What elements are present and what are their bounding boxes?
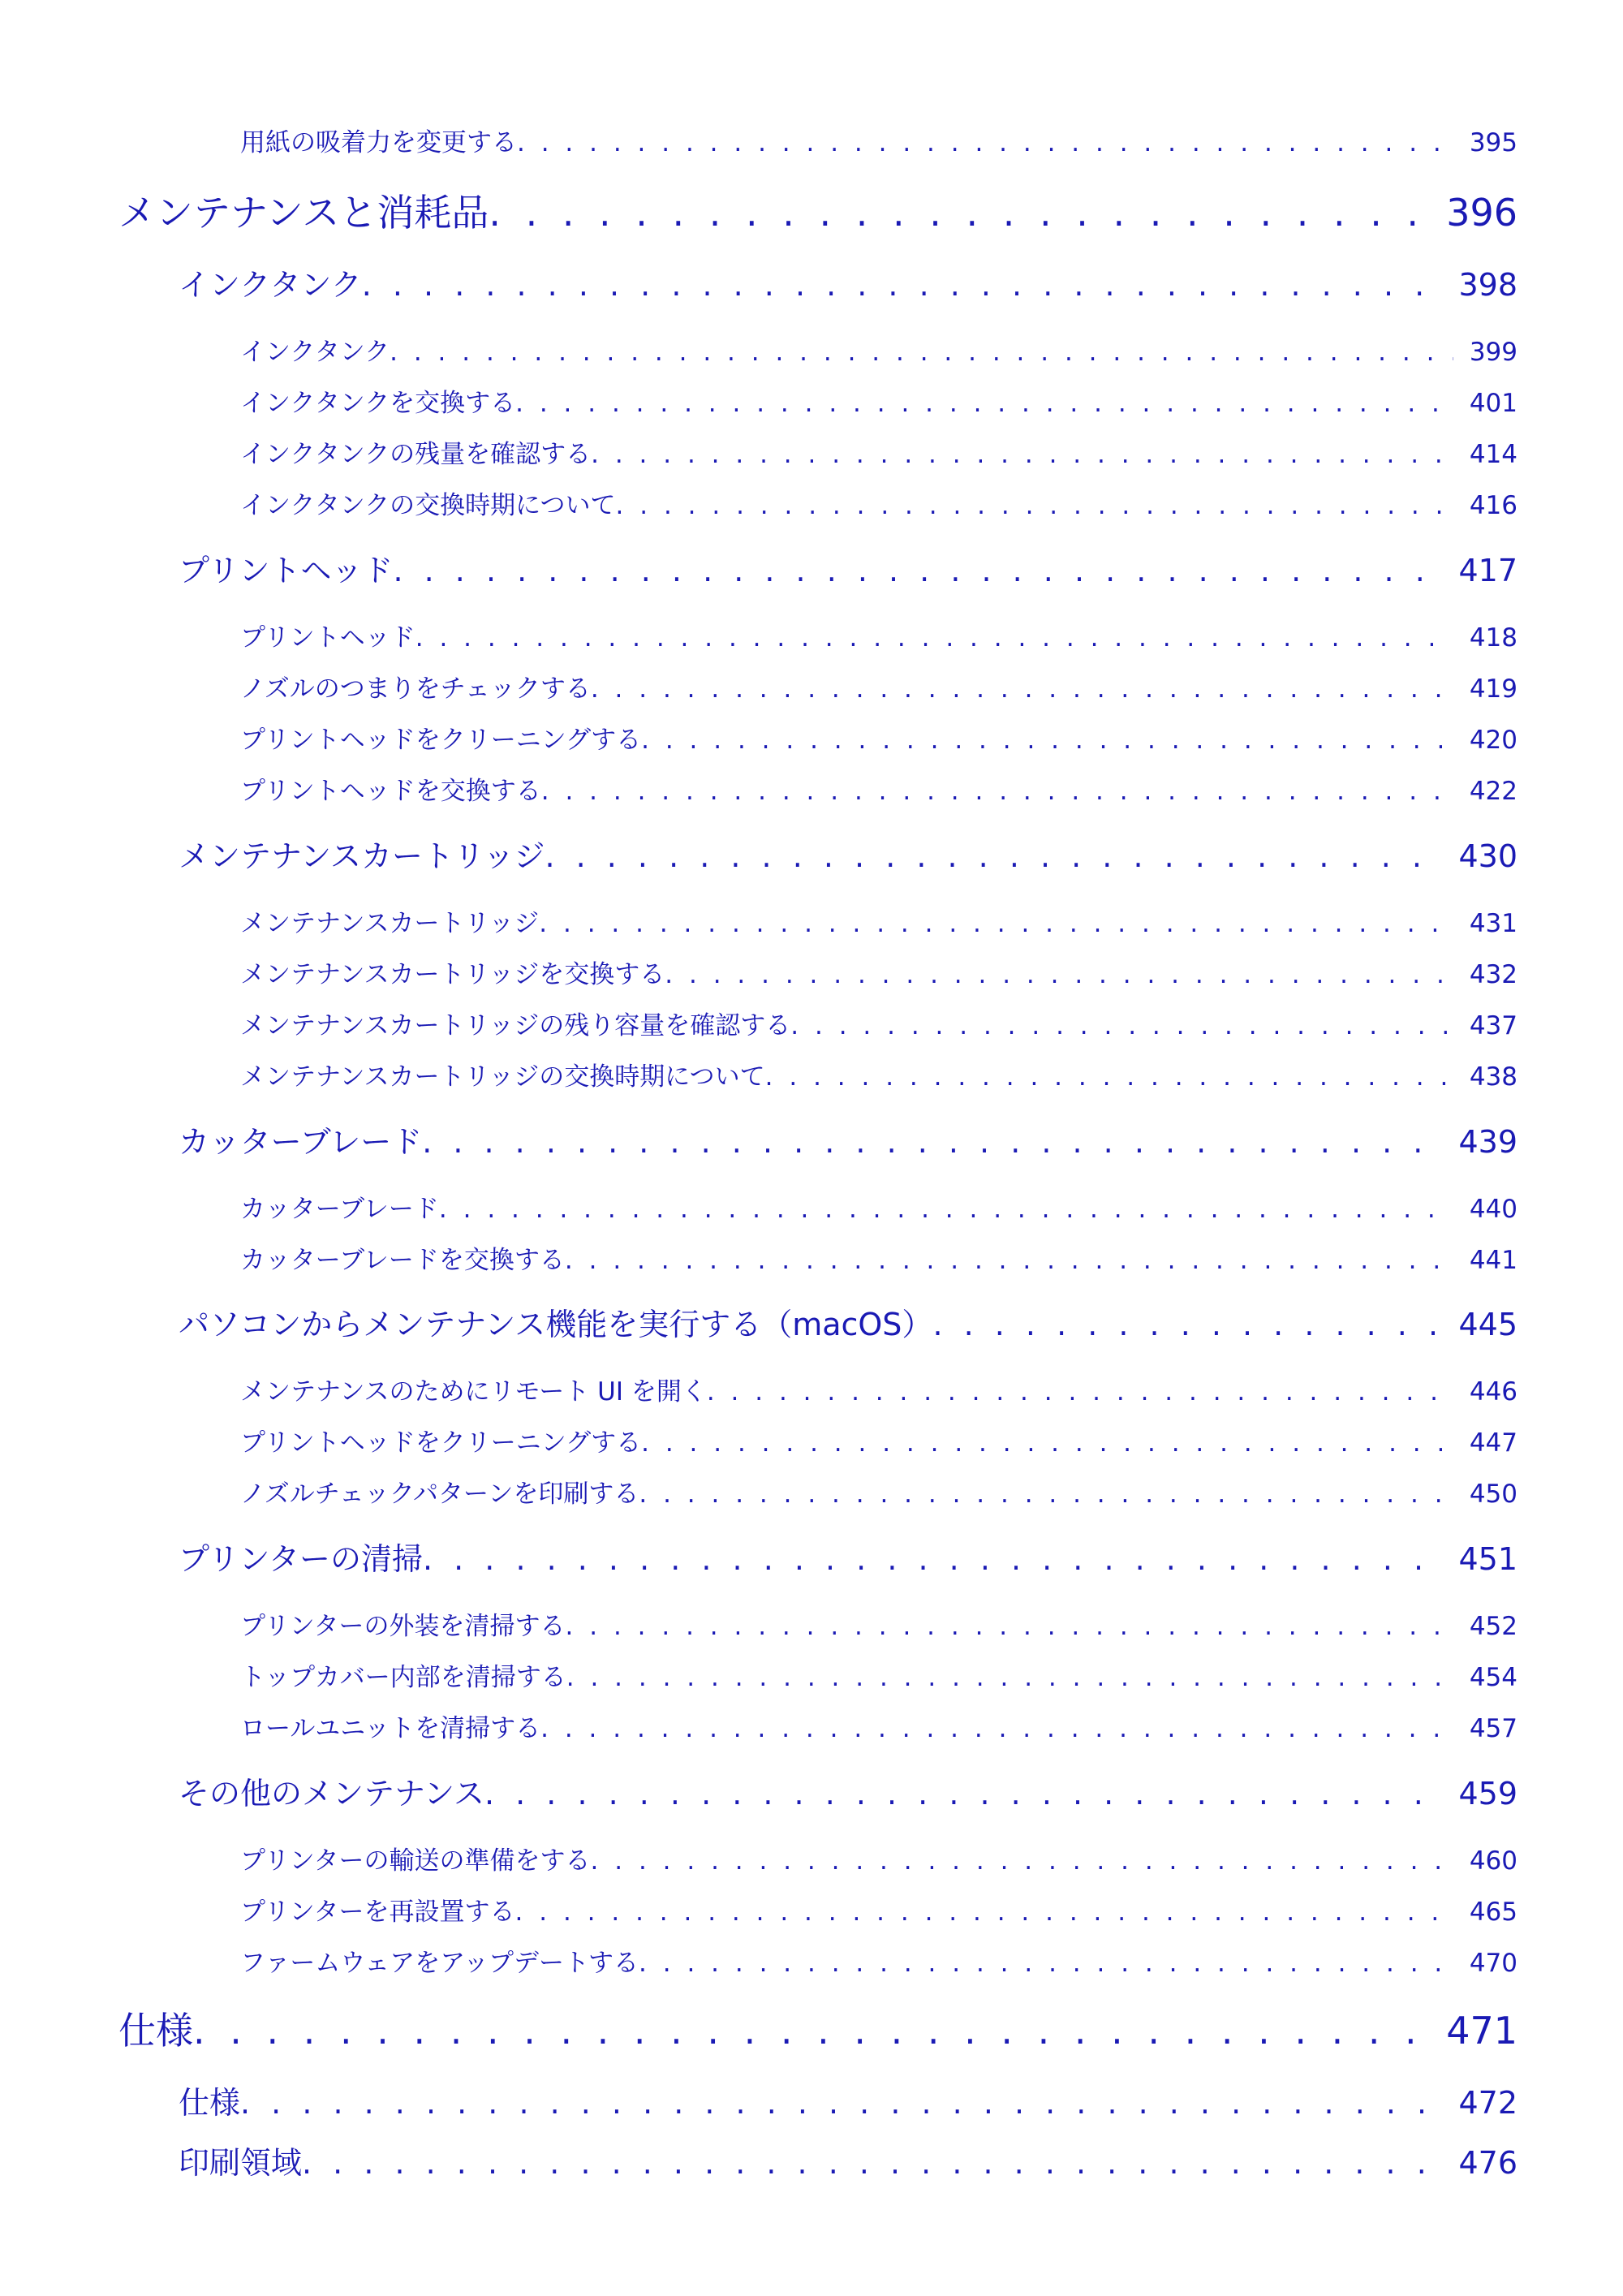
dot-leader	[616, 491, 1453, 520]
dot-leader	[639, 1949, 1453, 1978]
toc-entry-title[interactable]: プリンターの輸送の準備をする	[240, 1846, 591, 1876]
toc-entry-title[interactable]: メンテナンスカートリッジを交換する	[240, 960, 665, 989]
toc-entry[interactable]	[0, 331, 1623, 367]
toc-entry[interactable]	[0, 831, 1623, 872]
dot-leader	[591, 674, 1453, 704]
toc-entry-title[interactable]: メンテナンスカートリッジの交換時期について	[240, 1062, 765, 1092]
toc-entry[interactable]	[0, 2001, 1623, 2053]
toc-entry-page[interactable]: 414	[1469, 440, 1518, 469]
toc-entry-title[interactable]: インクタンクを交換する	[240, 389, 516, 418]
dot-leader	[790, 1011, 1453, 1040]
toc-entry-title[interactable]: メンテナンスと消耗品	[118, 191, 489, 235]
toc-entry[interactable]	[0, 1056, 1623, 1092]
toc-entry[interactable]	[0, 2078, 1623, 2121]
dot-leader	[639, 1480, 1453, 1509]
toc-entry-title[interactable]: インクタンク	[179, 267, 362, 303]
toc-entry[interactable]	[0, 1708, 1623, 1743]
toc-entry-page[interactable]: 399	[1469, 338, 1518, 367]
toc-entry-title[interactable]: その他のメンテナンス	[179, 1776, 484, 1811]
toc-entry-page[interactable]: 445	[1458, 1307, 1518, 1342]
dot-leader	[362, 267, 1443, 303]
toc-entry[interactable]	[0, 770, 1623, 806]
toc-entry-page[interactable]: 465	[1469, 1898, 1518, 1927]
toc-entry[interactable]	[0, 1005, 1623, 1040]
toc-entry[interactable]	[0, 260, 1623, 303]
toc-entry-title[interactable]: 印刷領域	[179, 2145, 303, 2181]
toc-entry-title[interactable]: インクタンクの交換時期について	[240, 491, 616, 520]
toc-entry-title[interactable]: メンテナンスカートリッジの残り容量を確認する	[240, 1011, 791, 1040]
toc-entry-title[interactable]: ファームウェアをアップデートする	[240, 1949, 639, 1978]
toc-entry-page[interactable]: 450	[1469, 1480, 1518, 1509]
toc-entry-page[interactable]: 451	[1458, 1541, 1518, 1577]
toc-entry[interactable]	[0, 902, 1623, 938]
toc-entry-page[interactable]: 446	[1469, 1377, 1518, 1406]
toc-entry[interactable]	[0, 433, 1623, 469]
toc-entry[interactable]	[0, 1656, 1623, 1692]
toc-entry[interactable]	[0, 1768, 1623, 1809]
dot-leader	[517, 128, 1453, 157]
toc-entry-title[interactable]: 仕様	[118, 2009, 193, 2053]
toc-entry-title[interactable]: 仕様	[179, 2085, 241, 2121]
toc-entry-title[interactable]: プリントヘッドを交換する	[240, 777, 541, 806]
toc-entry-title[interactable]: インクタンクの残量を確認する	[240, 440, 592, 469]
toc-entry[interactable]	[0, 1239, 1623, 1275]
toc-entry[interactable]	[0, 485, 1623, 520]
toc-entry-page[interactable]: 460	[1469, 1846, 1518, 1876]
toc-entry-title[interactable]: メンテナンスカートリッジ	[240, 909, 540, 938]
toc-entry-title[interactable]: ロールユニットを清掃する	[240, 1714, 541, 1743]
toc-entry-page[interactable]: 459	[1458, 1776, 1518, 1811]
toc-entry-title[interactable]: パソコンからメンテナンス機能を実行する（macOS）	[179, 1307, 933, 1342]
dot-leader	[539, 909, 1453, 938]
toc-entry[interactable]	[0, 1117, 1623, 1160]
toc-entry-title[interactable]: プリントヘッドをクリーニングする	[240, 726, 642, 755]
toc-entry-title[interactable]: ノズルチェックパターンを印刷する	[240, 1480, 639, 1509]
dot-leader	[665, 960, 1453, 989]
toc-entry[interactable]	[0, 183, 1623, 235]
toc-entry-title[interactable]: プリントヘッドをクリーニングする	[240, 1428, 642, 1458]
toc-entry-page[interactable]: 457	[1469, 1714, 1518, 1743]
toc-entry-title[interactable]: 用紙の吸着力を変更する	[240, 128, 517, 157]
dot-leader	[565, 1246, 1453, 1275]
toc-entry[interactable]	[0, 1840, 1623, 1876]
toc-entry-page[interactable]: 422	[1469, 777, 1518, 806]
dot-leader	[515, 389, 1453, 418]
dot-leader	[541, 777, 1453, 806]
toc-entry-title[interactable]: メンテナンスカートリッジ	[179, 838, 545, 874]
dot-leader	[193, 2009, 1430, 2053]
toc-entry-title[interactable]: カッターブレード	[179, 1124, 423, 1160]
toc-entry-page[interactable]: 419	[1469, 674, 1518, 704]
dot-leader	[707, 1377, 1453, 1406]
toc-entry[interactable]	[0, 1422, 1623, 1458]
toc-entry-page[interactable]: 452	[1469, 1612, 1518, 1641]
toc-entry[interactable]	[0, 668, 1623, 704]
toc-entry-page[interactable]: 454	[1469, 1663, 1518, 1692]
toc-entry-page[interactable]: 395	[1469, 128, 1518, 157]
toc-entry-title[interactable]: プリンターの外装を清掃する	[240, 1612, 566, 1641]
toc-entry-page[interactable]: 440	[1469, 1195, 1518, 1224]
toc-entry-page[interactable]: 396	[1446, 191, 1518, 235]
dot-leader	[302, 2145, 1442, 2181]
toc-entry-page[interactable]: 420	[1469, 726, 1518, 755]
dot-leader	[240, 2085, 1442, 2121]
toc-entry-title[interactable]: プリントヘッド	[179, 553, 394, 588]
dot-leader	[591, 440, 1453, 469]
toc-entry-page[interactable]: 432	[1469, 960, 1518, 989]
toc-entry-title[interactable]: メンテナンスのためにリモート UI を開く	[240, 1377, 707, 1406]
toc-entry-title[interactable]: プリンターの清掃	[179, 1541, 423, 1577]
dot-leader	[515, 1898, 1453, 1927]
toc-entry[interactable]	[0, 1942, 1623, 1978]
toc-entry-page[interactable]: 417	[1458, 553, 1518, 588]
toc-entry-page[interactable]: 439	[1458, 1124, 1518, 1160]
toc-entry-page[interactable]: 476	[1458, 2145, 1518, 2181]
toc-entry-page[interactable]: 471	[1446, 2009, 1518, 2053]
dot-leader	[566, 1612, 1453, 1641]
toc-entry-title[interactable]: トップカバー内部を清掃する	[240, 1663, 566, 1692]
dot-leader	[439, 1195, 1453, 1224]
toc-entry-page[interactable]: 470	[1469, 1949, 1518, 1978]
toc-entry[interactable]	[0, 2138, 1623, 2181]
toc-entry-title[interactable]: プリントヘッド	[240, 623, 415, 653]
dot-leader	[415, 623, 1453, 653]
toc-entry[interactable]	[0, 719, 1623, 755]
dot-leader	[422, 1124, 1442, 1160]
toc-entry[interactable]	[0, 617, 1623, 653]
toc-entry-page[interactable]: 418	[1469, 623, 1518, 653]
toc-entry[interactable]	[0, 1891, 1623, 1927]
dot-leader	[484, 1776, 1443, 1811]
dot-leader	[545, 838, 1442, 874]
toc-entry-title[interactable]: インクタンク	[240, 338, 390, 367]
toc-entry[interactable]	[0, 954, 1623, 989]
toc-entry-page[interactable]: 438	[1469, 1062, 1518, 1092]
dot-leader	[765, 1062, 1453, 1092]
toc-entry-page[interactable]: 416	[1469, 491, 1518, 520]
toc-entry[interactable]	[0, 1534, 1623, 1577]
toc-entry[interactable]	[0, 1371, 1623, 1406]
toc-entry[interactable]	[0, 1299, 1623, 1340]
dot-leader	[540, 1714, 1453, 1743]
toc-entry-page[interactable]: 431	[1469, 909, 1518, 938]
toc-entry[interactable]	[0, 1473, 1623, 1509]
toc-entry-page[interactable]: 441	[1469, 1246, 1518, 1275]
toc-entry[interactable]	[0, 122, 1623, 157]
toc-entry[interactable]	[0, 1605, 1623, 1641]
toc-entry-page[interactable]: 430	[1458, 838, 1518, 874]
dot-leader	[390, 338, 1453, 367]
toc-entry-page[interactable]: 401	[1469, 389, 1518, 418]
toc-entry-title[interactable]: カッターブレードを交換する	[240, 1246, 565, 1275]
toc-entry-title[interactable]: ノズルのつまりをチェックする	[240, 674, 591, 704]
toc-entry[interactable]	[0, 1188, 1623, 1224]
toc-entry-title[interactable]: カッターブレード	[240, 1195, 439, 1224]
dot-leader	[591, 1846, 1453, 1876]
toc-entry[interactable]	[0, 545, 1623, 586]
dot-leader	[566, 1663, 1453, 1692]
dot-leader	[932, 1307, 1442, 1342]
toc-entry-page[interactable]: 447	[1469, 1428, 1518, 1458]
dot-leader	[423, 1541, 1443, 1577]
toc-entry-page[interactable]: 398	[1458, 267, 1518, 303]
toc-entry[interactable]	[0, 382, 1623, 418]
dot-leader	[489, 191, 1430, 235]
toc-entry-page[interactable]: 472	[1458, 2085, 1518, 2121]
dot-leader	[393, 553, 1442, 588]
dot-leader	[641, 1428, 1453, 1458]
toc-entry-title[interactable]: プリンターを再設置する	[240, 1898, 515, 1927]
toc-entry-page[interactable]: 437	[1469, 1011, 1518, 1040]
dot-leader	[641, 726, 1453, 755]
